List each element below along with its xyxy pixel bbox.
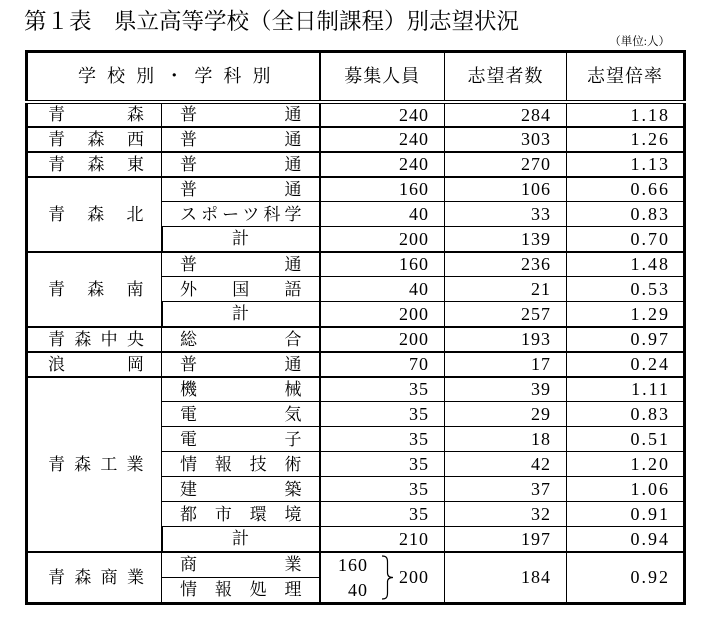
capacity-value: 35 <box>320 427 445 452</box>
ratio-value: 0.24 <box>567 352 685 377</box>
capacity-value: 200 <box>320 327 445 352</box>
course-name: スポーツ科学 <box>162 202 320 227</box>
ratio-value: 1.06 <box>567 477 685 502</box>
table-body <box>27 102 685 604</box>
ratio-value: 1.11 <box>567 377 685 402</box>
capacity-value: 160 <box>320 177 445 202</box>
capacity-value: 35 <box>320 502 445 527</box>
ratio-value: 0.66 <box>567 177 685 202</box>
school-name: 青森中央 <box>27 327 162 352</box>
application-status-table <box>25 50 686 605</box>
ratio-value: 0.51 <box>567 427 685 452</box>
subtotal-label: 計 <box>162 227 320 252</box>
applicants-value: 37 <box>445 477 567 502</box>
unit-note: （単位:人） <box>609 36 670 48</box>
school-name: 青森 <box>27 102 162 127</box>
applicants-value: 236 <box>445 252 567 277</box>
applicants-value: 270 <box>445 152 567 177</box>
applicants-value: 303 <box>445 127 567 152</box>
applicants-value: 184 <box>445 552 567 604</box>
ratio-value: 1.18 <box>567 102 685 127</box>
applicants-value: 257 <box>445 302 567 327</box>
capacity-value: 35 <box>320 452 445 477</box>
capacity-value: 40 <box>320 202 445 227</box>
applicants-value: 32 <box>445 502 567 527</box>
course-name: 普通 <box>162 352 320 377</box>
table-row <box>27 327 685 352</box>
capacity-value: 40 <box>320 277 445 302</box>
ratio-value: 1.20 <box>567 452 685 477</box>
applicants-value: 17 <box>445 352 567 377</box>
header-applicants: 志望者数 <box>445 52 567 102</box>
table-row <box>27 152 685 177</box>
capacity-value: 35 <box>320 402 445 427</box>
applicants-value: 21 <box>445 277 567 302</box>
capacity-value: 70 <box>320 352 445 377</box>
header-row <box>27 52 685 102</box>
applicants-value: 33 <box>445 202 567 227</box>
capacity-value: 240 <box>320 152 445 177</box>
capacity-breakdown-value: 40 <box>348 579 368 600</box>
course-name: 商業 <box>162 552 320 578</box>
applicants-value: 139 <box>445 227 567 252</box>
table-row <box>27 252 685 277</box>
course-name: 情報処理 <box>162 577 320 603</box>
ratio-value: 1.26 <box>567 127 685 152</box>
ratio-value: 1.13 <box>567 152 685 177</box>
curly-brace-path <box>382 556 393 599</box>
course-name: 総合 <box>162 327 320 352</box>
capacity-value: 200 <box>399 566 429 587</box>
ratio-value: 0.83 <box>567 202 685 227</box>
applicants-value: 39 <box>445 377 567 402</box>
capacity-value: 200 <box>320 302 445 327</box>
applicants-value: 106 <box>445 177 567 202</box>
ratio-value: 0.94 <box>567 527 685 552</box>
applicants-value: 193 <box>445 327 567 352</box>
applicants-value: 18 <box>445 427 567 452</box>
capacity-value: 160 <box>320 252 445 277</box>
ratio-value: 1.48 <box>567 252 685 277</box>
course-name: 普通 <box>162 152 320 177</box>
page-title: 第１表 県立高等学校（全日制課程）別志望状況 <box>24 9 520 34</box>
course-name: 電子 <box>162 427 320 452</box>
course-name: 情報技術 <box>162 452 320 477</box>
table-row <box>27 177 685 202</box>
header-capacity: 募集人員 <box>320 52 445 102</box>
school-name: 青森工業 <box>27 377 162 552</box>
ratio-value: 0.97 <box>567 327 685 352</box>
capacity-value: 210 <box>320 527 445 552</box>
school-name: 青森東 <box>27 152 162 177</box>
school-name: 青森商業 <box>27 552 162 604</box>
school-name: 青森北 <box>27 177 162 252</box>
course-name: 電気 <box>162 402 320 427</box>
capacity-value: 35 <box>320 477 445 502</box>
capacity-value: 240 <box>320 127 445 152</box>
curly-brace <box>381 555 394 600</box>
course-name: 建築 <box>162 477 320 502</box>
applicants-value: 284 <box>445 102 567 127</box>
school-name: 浪岡 <box>27 352 162 377</box>
course-name: 機械 <box>162 377 320 402</box>
table-row <box>27 127 685 152</box>
capacity-breakdown-cell <box>320 552 445 604</box>
capacity-value: 35 <box>320 377 445 402</box>
table-header <box>27 52 685 102</box>
school-name: 青森南 <box>27 252 162 327</box>
capacity-breakdown-value: 160 <box>338 554 368 575</box>
capacity-value: 240 <box>320 102 445 127</box>
table-row <box>27 102 685 127</box>
course-name: 都市環境 <box>162 502 320 527</box>
subtotal-label: 計 <box>162 302 320 327</box>
table-row <box>27 552 685 578</box>
course-name: 普通 <box>162 252 320 277</box>
capacity-breakdown <box>321 553 445 602</box>
subtotal-label: 計 <box>162 527 320 552</box>
ratio-value: 0.92 <box>567 552 685 604</box>
table-row <box>27 352 685 377</box>
applicants-value: 29 <box>445 402 567 427</box>
ratio-value: 0.83 <box>567 402 685 427</box>
header-school-course: 学校別・学科別 <box>27 52 320 102</box>
ratio-value: 0.53 <box>567 277 685 302</box>
applicants-value: 42 <box>445 452 567 477</box>
course-name: 普通 <box>162 177 320 202</box>
applicants-value: 197 <box>445 527 567 552</box>
header-ratio: 志望倍率 <box>567 52 685 102</box>
table-row <box>27 377 685 402</box>
ratio-value: 1.29 <box>567 302 685 327</box>
course-name: 普通 <box>162 102 320 127</box>
course-name: 外国語 <box>162 277 320 302</box>
school-name: 青森西 <box>27 127 162 152</box>
ratio-value: 0.91 <box>567 502 685 527</box>
ratio-value: 0.70 <box>567 227 685 252</box>
capacity-value: 200 <box>320 227 445 252</box>
course-name: 普通 <box>162 127 320 152</box>
